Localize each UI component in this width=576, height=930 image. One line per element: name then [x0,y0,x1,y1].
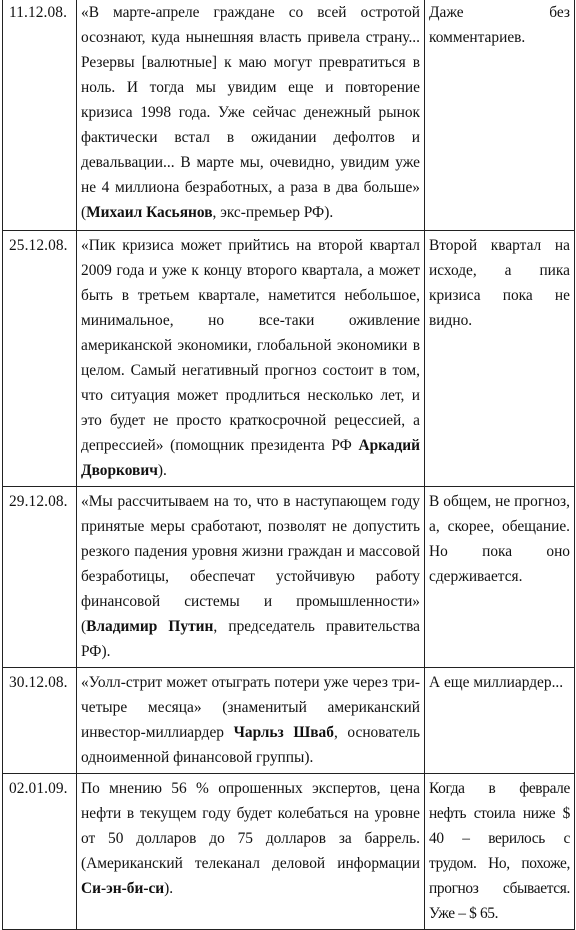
row-date: 02.01.09. [3,774,77,930]
table-row [3,774,575,930]
row-quote [77,774,425,930]
quote-source-tail: ). [157,462,167,479]
row-date: 30.12.08. [3,668,77,774]
quote-source-tail: , экс-премьер РФ). [212,204,334,221]
row-quote [77,487,425,668]
row-comment: Второй квартал на исходе, а пика кризиса пока не видно. [425,231,575,487]
quote-source-tail: , основатель одноименной финансовой группы). [81,724,421,766]
row-comment: А еще миллиардер... [425,668,575,774]
row-quote [77,231,425,487]
quote-text: «В марте-апреле граждане со всей остротой осознают, куда нынешняя власть привела страну... Резервы [валютные] к маю могут превратиться в ноль. И тогда мы увидим еще и повторение кризиса 1998 года. Уже сейчас денежный рынок фактически встал в ожидании дефолтов и девальвации... В марте мы, очевидно, увидим уже не 4 миллиона безработных, а раза в два больше» ( [81,4,420,221]
quote-source-name: Чарльз Шваб [233,724,334,741]
row-comment: Когда в феврале нефть стоила ниже $ 40 – верилось с трудом. Но, похоже, прогноз сбывается. Уже – $ 65. [425,774,575,930]
row-quote [77,668,425,774]
quote-source-name: Аркадий Дворкович [81,437,420,479]
table-row [3,0,575,231]
quote-text: «Уолл-стрит может отыграть потери уже через три-четыре месяца» (знаменитый американский инвестор-миллиардер [81,674,420,741]
row-date: 25.12.08. [3,231,77,487]
row-comment: Даже без комментариев. [425,0,575,231]
quote-text: «Пик кризиса может прийтись на второй квартал 2009 года и уже к концу второго квартала, а может быть в третьем квартале, наметится небольшое, минимальное, но все-таки оживление американской экономики, глобальной экономики в целом. Самый негативный прогноз состоит в том, что ситуация может продлиться несколько лет, и это будет не просто краткосрочной рецессией, а депрессией» (помощник президента РФ [81,237,420,454]
quote-source-tail: , председатель правительства РФ). [81,618,421,660]
quote-text: По мнению 56 % опрошенных экспертов, цена нефти в текущем году будет колебаться на уровне от 50 долларов до 75 долларов за баррель. (Американский телеканал деловой информации [81,780,420,872]
row-quote [77,0,425,231]
quote-source-name: Владимир Путин [86,618,214,635]
row-date: 11.12.08. [3,0,77,231]
row-date: 29.12.08. [3,487,77,668]
quote-source-tail: ). [164,880,174,897]
forecast-table [2,0,575,930]
quote-source-name: Михаил Касьянов [86,204,213,221]
table-row [3,231,575,487]
row-comment: В общем, не прогноз, а, скорее, обещание. Но пока оно сдерживается. [425,487,575,668]
table-row [3,668,575,774]
table-row [3,487,575,668]
quote-source-name: Си-эн-би-си [81,880,165,897]
quote-text: «Мы рассчитываем на то, что в наступающем году принятые меры сработают, позволят не допустить резкого падения уровня жизни граждан и массовой безработицы, обеспечат устойчивую работу финансовой системы и промышленности» ( [81,493,420,635]
